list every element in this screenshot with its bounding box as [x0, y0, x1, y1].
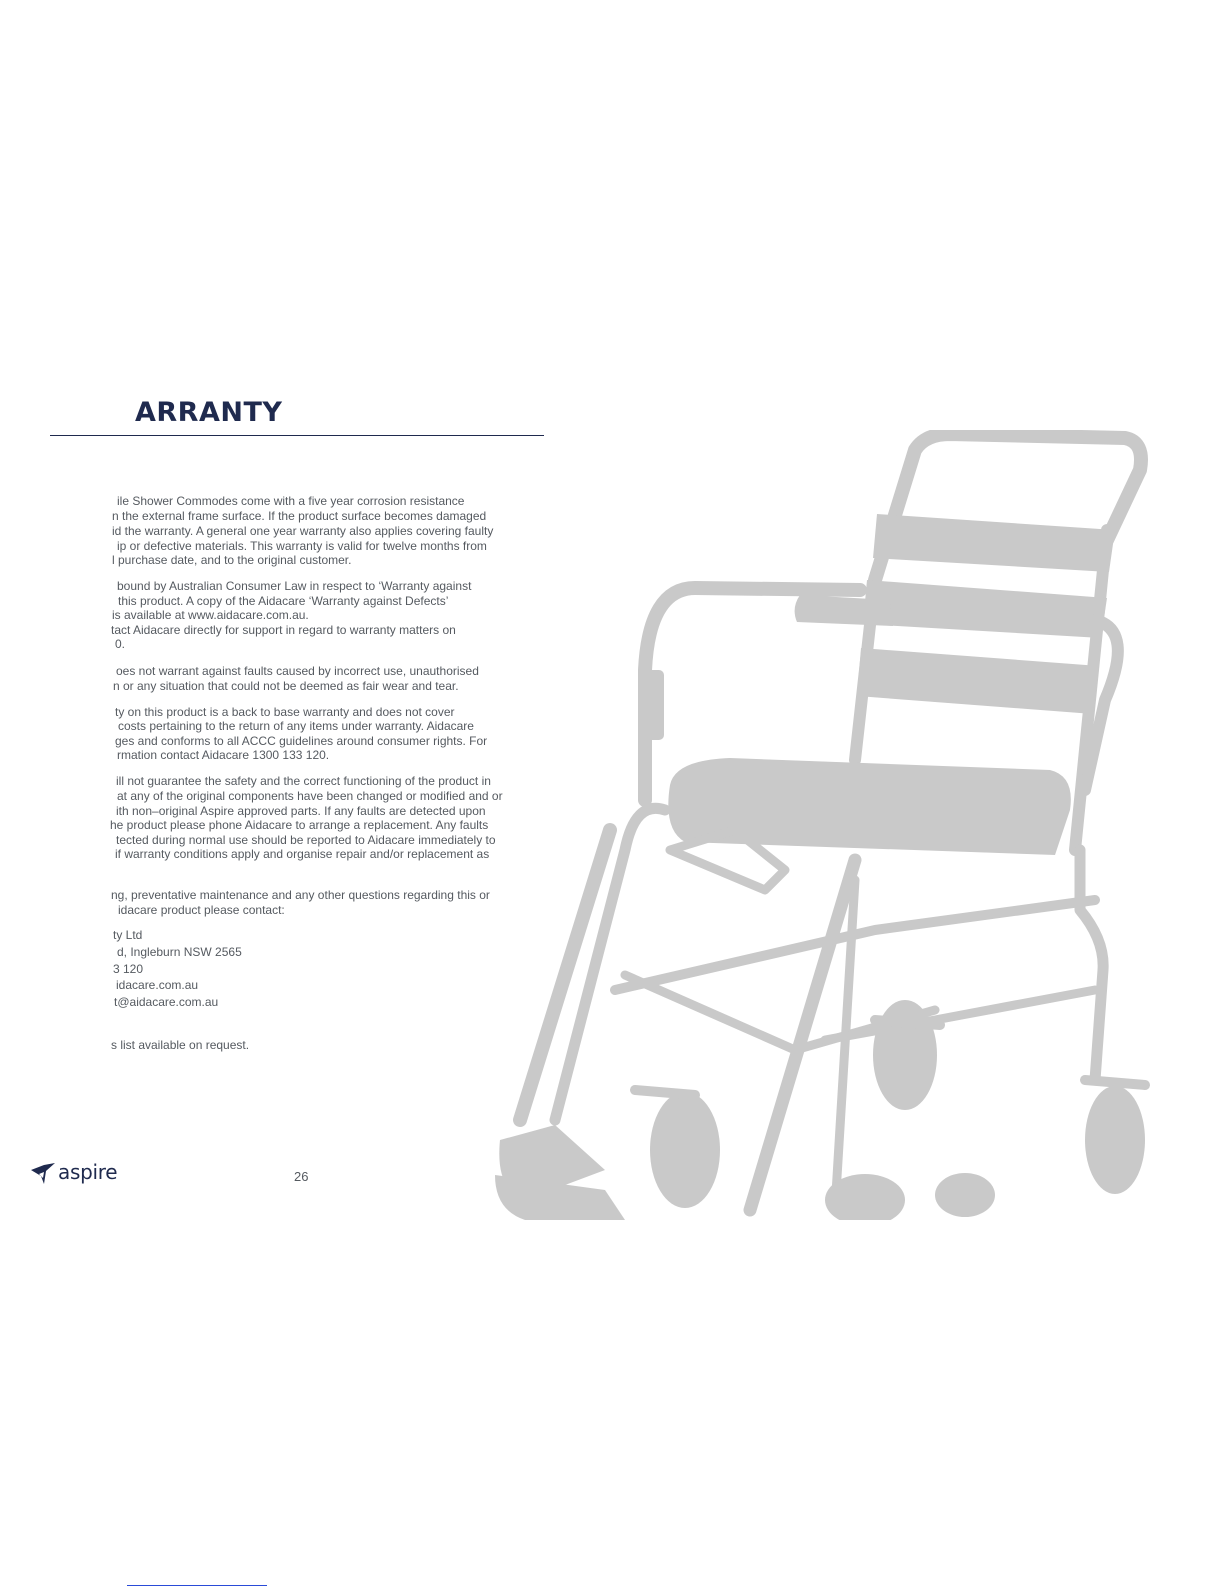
aspire-logo [30, 1162, 130, 1186]
body-line: tected during normal use should be reported to Aidacare immediately to [116, 833, 496, 847]
body-line: tact Aidacare directly for support in regard to warranty matters on [111, 623, 456, 637]
body-line: idacare product please contact: [118, 903, 285, 917]
shower-commode-chair-image [495, 430, 1165, 1220]
body-line: bound by Australian Consumer Law in respect to ‘Warranty against [117, 579, 472, 593]
body-line: he product please phone Aidacare to arrange a replacement. Any faults [110, 818, 489, 832]
title-divider [50, 435, 544, 436]
body-line: rmation contact Aidacare 1300 133 120. [117, 748, 330, 762]
body-line: n or any situation that could not be deemed as fair wear and tear. [113, 679, 459, 693]
body-line: id the warranty. A general one year warranty also applies covering faulty [112, 524, 494, 538]
body-line: oes not warrant against faults caused by incorrect use, unauthorised [116, 664, 479, 678]
body-line: n the external frame surface. If the product surface becomes damaged [112, 509, 487, 523]
body-line: ty on this product is a back to base warranty and does not cover [115, 705, 455, 719]
body-line: ill not guarantee the safety and the correct functioning of the product in [116, 774, 491, 788]
contact-line: ty Ltd [113, 928, 143, 942]
contact-line: idacare.com.au [116, 978, 199, 992]
body-line: 0. [115, 637, 126, 651]
body-line: at any of the original components have been changed or modified and or [117, 789, 503, 803]
body-line: if warranty conditions apply and organise repair and/or replacement as [115, 847, 490, 861]
body-line: ith non–original Aspire approved parts. If any faults are detected upon [116, 804, 486, 818]
contact-line: 3 120 [113, 962, 144, 976]
body-line: ip or defective materials. This warranty is valid for twelve months from [117, 539, 487, 553]
body-line: costs pertaining to the return of any items under warranty. Aidacare [118, 719, 474, 733]
page-number: 26 [294, 1169, 309, 1184]
body-line: is available at www.aidacare.com.au. [112, 608, 309, 622]
body-line: ile Shower Commodes come with a five year corrosion resistance [117, 494, 465, 508]
contact-line: t@aidacare.com.au [114, 995, 219, 1009]
page-title: ARRANTY [135, 397, 283, 428]
body-line: ng, preventative maintenance and any other questions regarding this or [111, 888, 490, 902]
body-line: ges and conforms to all ACCC guidelines around consumer rights. For [115, 734, 488, 748]
brand-name: aspire [58, 1160, 118, 1184]
body-line: s list available on request. [111, 1038, 250, 1052]
body-line: this product. A copy of the Aidacare ‘Warranty against Defects’ [118, 594, 449, 608]
bird-logo-icon [30, 1162, 56, 1186]
body-line: l purchase date, and to the original customer. [112, 553, 352, 567]
contact-line: d, Ingleburn NSW 2565 [117, 945, 242, 959]
